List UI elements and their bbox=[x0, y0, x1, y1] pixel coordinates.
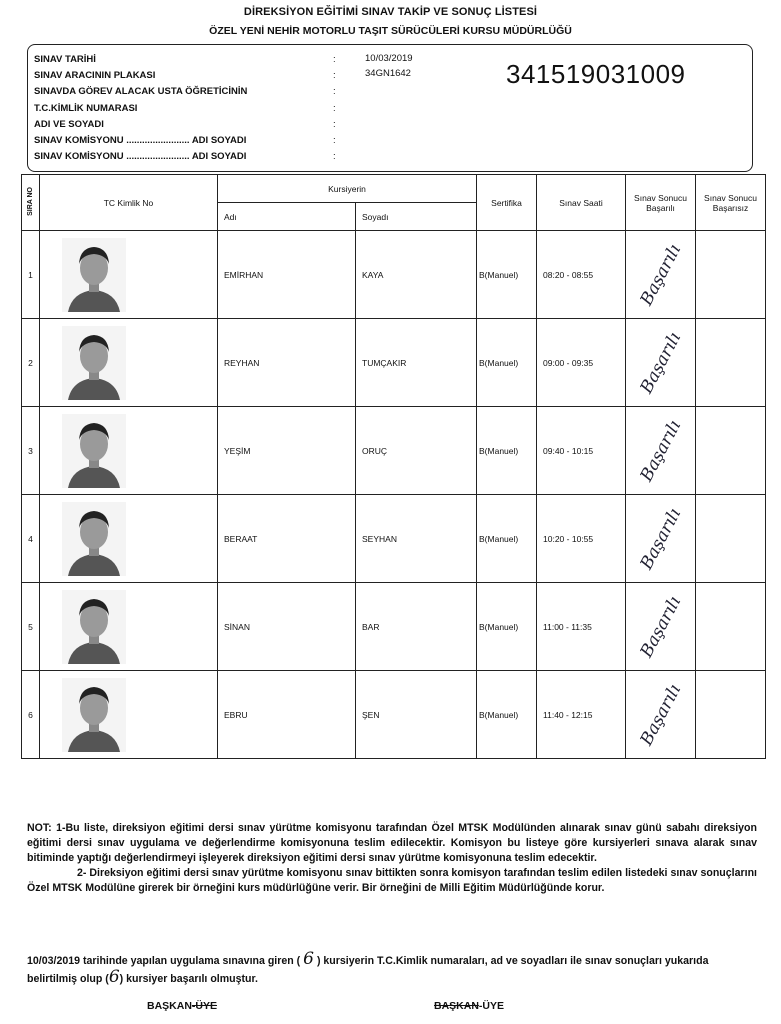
row-number: 5 bbox=[22, 583, 40, 671]
table-row bbox=[22, 495, 766, 583]
signature-member bbox=[434, 1000, 504, 1012]
first-name: YEŞİM bbox=[218, 407, 356, 495]
handwritten-result: Başarılı bbox=[636, 416, 685, 485]
info-label-committee-1: SINAV KOMİSYONU ........................ ADI SOYADI bbox=[34, 135, 247, 146]
final-statement bbox=[27, 951, 757, 987]
first-name: EMİRHAN bbox=[218, 231, 356, 319]
certificate: B(Manuel) bbox=[477, 319, 537, 407]
handwritten-result: Başarılı bbox=[636, 240, 685, 309]
exam-info-box bbox=[27, 44, 753, 172]
result-failed-cell bbox=[696, 319, 766, 407]
handwritten-result: Başarılı bbox=[636, 328, 685, 397]
certificate: B(Manuel) bbox=[477, 231, 537, 319]
row-number: 6 bbox=[22, 671, 40, 759]
certificate: B(Manuel) bbox=[477, 495, 537, 583]
exam-time: 11:00 - 11:35 bbox=[537, 583, 626, 671]
info-label-instructor: SINAVDA GÖREV ALACAK USTA ÖĞRETİCİNİN bbox=[34, 86, 248, 97]
notes-section bbox=[27, 821, 757, 896]
result-failed-cell bbox=[696, 495, 766, 583]
exam-time: 10:20 - 10:55 bbox=[537, 495, 626, 583]
result-passed-cell bbox=[626, 583, 696, 671]
student-photo bbox=[62, 678, 126, 752]
first-name: EBRU bbox=[218, 671, 356, 759]
handwritten-count-2: 6 bbox=[108, 967, 120, 987]
header-sira bbox=[22, 175, 40, 231]
final-text-1: 10/03/2019 tarihinde yapılan uygulama sınavına giren ( bbox=[27, 955, 301, 967]
document-title: DİREKSİYON EĞİTİMİ SINAV TAKİP VE SONUÇ LİSTESİ bbox=[243, 6, 538, 18]
document-subtitle: ÖZEL YENİ NEHİR MOTORLU TAŞIT SÜRÜCÜLERİ KURSU MÜDÜRLÜĞÜ bbox=[209, 25, 572, 37]
info-label-plate: SINAV ARACININ PLAKASI bbox=[34, 70, 156, 81]
student-photo bbox=[62, 502, 126, 576]
header-saat: Sınav Saati bbox=[537, 175, 626, 231]
last-name: ŞEN bbox=[356, 671, 477, 759]
certificate: B(Manuel) bbox=[477, 407, 537, 495]
student-photo bbox=[62, 590, 126, 664]
photo-cell bbox=[40, 319, 218, 407]
result-passed-cell bbox=[626, 495, 696, 583]
table-row bbox=[22, 671, 766, 759]
signature-chairman bbox=[147, 1000, 217, 1012]
handwritten-result: Başarılı bbox=[636, 680, 685, 749]
result-passed-cell bbox=[626, 671, 696, 759]
final-text-2: ) kursiyerin T.C.Kimlik numaraları, ad ve soyadları ile sınav sonuçları yukarıda belirtilmiş olup ( bbox=[27, 955, 709, 985]
result-passed-cell bbox=[626, 231, 696, 319]
last-name: TUMÇAKIR bbox=[356, 319, 477, 407]
table-row bbox=[22, 583, 766, 671]
info-value-plate: 34GN1642 bbox=[365, 68, 411, 79]
info-value-date: 10/03/2019 bbox=[365, 53, 413, 64]
row-number: 3 bbox=[22, 407, 40, 495]
photo-cell bbox=[40, 231, 218, 319]
certificate: B(Manuel) bbox=[477, 671, 537, 759]
last-name: SEYHAN bbox=[356, 495, 477, 583]
header-sertifika: Sertifika bbox=[477, 175, 537, 231]
last-name: ORUÇ bbox=[356, 407, 477, 495]
result-passed-cell bbox=[626, 407, 696, 495]
info-label-name: ADI VE SOYADI bbox=[34, 119, 104, 130]
result-failed-cell bbox=[696, 583, 766, 671]
header-tc: TC Kimlik No bbox=[40, 175, 218, 231]
last-name: KAYA bbox=[356, 231, 477, 319]
certificate: B(Manuel) bbox=[477, 583, 537, 671]
header-basarili: Sınav Sonucu Başarılı bbox=[626, 175, 696, 231]
handwritten-result: Başarılı bbox=[636, 592, 685, 661]
header-soyadi: Soyadı bbox=[356, 203, 477, 231]
result-failed-cell bbox=[696, 407, 766, 495]
photo-cell bbox=[40, 671, 218, 759]
student-photo bbox=[62, 414, 126, 488]
row-number: 1 bbox=[22, 231, 40, 319]
sira-label: SIRA NO bbox=[27, 187, 34, 216]
result-passed-cell bbox=[626, 319, 696, 407]
photo-cell bbox=[40, 407, 218, 495]
info-colon: : bbox=[333, 54, 336, 65]
student-photo bbox=[62, 326, 126, 400]
last-name: BAR bbox=[356, 583, 477, 671]
first-name: SİNAN bbox=[218, 583, 356, 671]
info-colon: : bbox=[333, 86, 336, 97]
info-colon: : bbox=[333, 151, 336, 162]
result-failed-cell bbox=[696, 231, 766, 319]
table-row bbox=[22, 407, 766, 495]
header-adi: Adı bbox=[218, 203, 356, 231]
exam-time: 11:40 - 12:15 bbox=[537, 671, 626, 759]
note-1: NOT: 1-Bu liste, direksiyon eğitimi dersi sınav yürütme komisyonu tarafından Özel MTSK Modülünden alınarak sınav günü sabahı direksiyon eğitimi dersi sınav uygulama ve değerlendirme komisyonuna teslim edilecektir. Komisyon bu listeye göre kursiyerleri sınava alarak sınav bitiminde yaptığı değerlendirmeyi işleyerek direksiyon eğitimi dersi sınav yürütme komisyonuna teslim edecektir. bbox=[27, 822, 757, 864]
info-colon: : bbox=[333, 103, 336, 114]
info-colon: : bbox=[333, 135, 336, 146]
final-text-3: ) kursiyer başarılı olmuştur. bbox=[119, 973, 259, 985]
photo-cell bbox=[40, 495, 218, 583]
table-row bbox=[22, 319, 766, 407]
member-struck: -ÜYE bbox=[191, 1000, 218, 1012]
member-label: -ÜYE bbox=[478, 1000, 505, 1012]
note-2: 2- Direksiyon eğitimi dersi sınav yürütme komisyonu sınav bittikten sonra komisyon tarafından teslim edilen listedeki sınav sonuçlarını Özel MTSK Modülüne girerek bir örneğini kurs müdürlüğüne verir. Bir örneğini de Milli Eğitim Müdürlüğünde korur. bbox=[27, 867, 757, 894]
table-row bbox=[22, 231, 766, 319]
handwritten-count-1: 6 bbox=[303, 949, 314, 969]
chairman-label: BAŞKAN bbox=[147, 1000, 192, 1012]
header-basarisiz: Sınav Sonucu Başarısız bbox=[696, 175, 766, 231]
document-number: 341519031009 bbox=[506, 59, 686, 89]
first-name: REYHAN bbox=[218, 319, 356, 407]
student-photo bbox=[62, 238, 126, 312]
exam-time: 09:00 - 09:35 bbox=[537, 319, 626, 407]
row-number: 2 bbox=[22, 319, 40, 407]
info-colon: : bbox=[333, 119, 336, 130]
first-name: BERAAT bbox=[218, 495, 356, 583]
result-failed-cell bbox=[696, 671, 766, 759]
info-label-tc: T.C.KİMLİK NUMARASI bbox=[34, 103, 138, 114]
chairman-struck: BAŞKAN bbox=[434, 1000, 479, 1012]
exam-time: 08:20 - 08:55 bbox=[537, 231, 626, 319]
header-kursiyer: Kursiyerin bbox=[218, 175, 477, 203]
photo-cell bbox=[40, 583, 218, 671]
exam-time: 09:40 - 10:15 bbox=[537, 407, 626, 495]
info-label-date: SINAV TARİHİ bbox=[34, 54, 96, 65]
exam-table bbox=[21, 174, 766, 759]
handwritten-result: Başarılı bbox=[636, 504, 685, 573]
row-number: 4 bbox=[22, 495, 40, 583]
info-label-committee-2: SINAV KOMİSYONU ........................ ADI SOYADI bbox=[34, 151, 247, 162]
info-colon: : bbox=[333, 70, 336, 81]
